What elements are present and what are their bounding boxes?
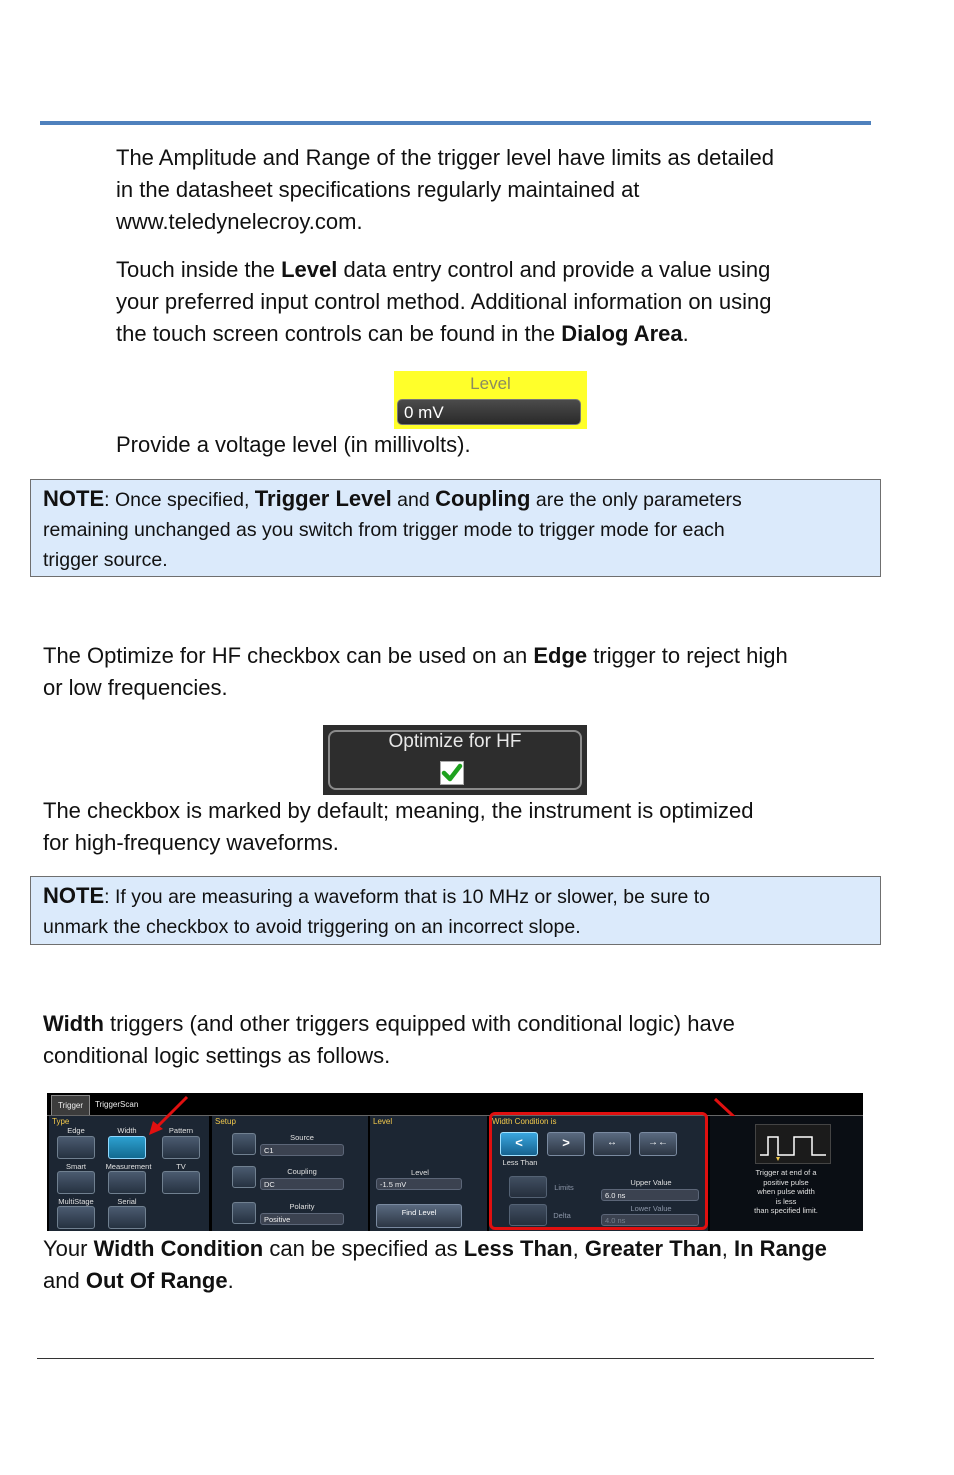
polarity-label: Polarity (289, 1202, 315, 1211)
setup-title: Setup (215, 1117, 236, 1126)
coupling-icon[interactable] (232, 1166, 256, 1188)
limits-label: Limits (554, 1183, 574, 1192)
voltage-caption: Provide a voltage level (in millivolts). (116, 432, 471, 457)
less-than-caption: Less Than (502, 1158, 538, 1167)
optimize-hf-label: Optimize for HF (388, 731, 522, 752)
less-than-button[interactable]: < (500, 1132, 538, 1156)
coupling-field[interactable]: DC (260, 1178, 344, 1190)
measurement-trigger-button[interactable] (108, 1171, 146, 1194)
width-condition-paragraph: Your Width Condition can be specified as Less Than, Greater Than, In Range and Out Of Range. (43, 1236, 827, 1293)
width-condition-highlight (489, 1112, 708, 1230)
source-knob-icon[interactable] (232, 1133, 256, 1155)
upper-value-label: Upper Value (630, 1178, 672, 1187)
polarity-icon[interactable] (232, 1202, 256, 1224)
width-condition-title: Width Condition is (492, 1117, 557, 1126)
multistage-trigger-button[interactable] (57, 1206, 95, 1229)
width-trigger-button[interactable] (108, 1136, 146, 1159)
lower-value-label: Lower Value (630, 1204, 672, 1213)
optimize-hf-checkbox[interactable] (440, 761, 464, 785)
level-section-title: Level (373, 1117, 393, 1126)
level-label: Level (470, 374, 511, 393)
polarity-field[interactable]: Positive (260, 1213, 344, 1225)
smart-trigger-button[interactable] (57, 1171, 95, 1194)
tab-trigger[interactable]: Trigger (51, 1095, 90, 1116)
red-arrow-width-icon (143, 1093, 193, 1138)
note-10mhz: NOTE: If you are measuring a waveform that is 10 MHz or slower, be sure to unmark the checkbox to avoid triggering on an incorrect slope. (30, 876, 881, 945)
multistage-caption: MultiStage (58, 1197, 94, 1206)
checkbox-default-paragraph: The checkbox is marked by default; meaning, the instrument is optimized for high-frequency waveforms. (43, 798, 754, 855)
optimize-hf-paragraph: The Optimize for HF checkbox can be used on an Edge trigger to reject high or low frequencies. (43, 643, 788, 700)
width-trigger-paragraph: Width triggers (and other triggers equipped with conditional logic) have conditional logic settings as follows. (43, 1011, 735, 1068)
out-of-range-button[interactable]: →← (639, 1132, 677, 1156)
tv-trigger-button[interactable] (162, 1171, 200, 1194)
type-title: Type (52, 1117, 70, 1126)
upper-value-field[interactable]: 6.0 ns (601, 1189, 699, 1201)
level-instructions-paragraph: Touch inside the Level data entry control and provide a value using your preferred input control method. Additional information on using the touch screen controls can be found in the Dialog Area. (116, 257, 772, 346)
tv-caption: TV (176, 1162, 186, 1171)
pulse-diagram (755, 1124, 831, 1164)
level-section (370, 1116, 487, 1231)
edge-caption: Edge (67, 1126, 85, 1135)
pattern-caption: Pattern (168, 1126, 194, 1135)
diagram-section (710, 1116, 863, 1231)
footer-rule (37, 1358, 874, 1359)
dialog-level-field[interactable]: -1.5 mV (376, 1178, 462, 1190)
source-field[interactable]: C1 (260, 1144, 344, 1156)
edge-trigger-button[interactable] (57, 1136, 95, 1159)
trigger-description: Trigger at end of a positive pulse when pulse width is less than specified limit. (754, 1168, 818, 1215)
greater-than-button[interactable]: > (547, 1132, 585, 1156)
level-input[interactable]: 0 mV (397, 399, 581, 425)
measurement-caption: Measurement (105, 1162, 152, 1171)
pulse-waveform-icon (756, 1125, 830, 1163)
source-label: Source (290, 1133, 314, 1142)
tab-triggerscan[interactable]: TriggerScan (95, 1100, 139, 1109)
amplitude-paragraph: The Amplitude and Range of the trigger level have limits as detailed in the datasheet specifications regularly maintained at www.teledynelecroy.com. (116, 145, 774, 234)
in-range-button[interactable]: ↔ (593, 1132, 631, 1156)
level-control-image (394, 371, 587, 429)
serial-trigger-button[interactable] (108, 1206, 146, 1229)
pattern-trigger-button[interactable] (162, 1136, 200, 1159)
smart-caption: Smart (65, 1162, 86, 1171)
note-trigger-level: NOTE: Once specified, Trigger Level and Coupling are the only parameters remaining unchanged as you switch from trigger mode to trigger mode for each trigger source. (30, 479, 881, 577)
lower-value-field[interactable]: 4.0 ns (601, 1214, 699, 1226)
width-caption: Width (117, 1126, 137, 1135)
header-rule (40, 121, 871, 125)
checkmark-icon (441, 762, 463, 784)
serial-caption: Serial (117, 1197, 137, 1206)
dialog-level-label: Level (411, 1168, 429, 1177)
setup-section (212, 1116, 368, 1231)
delta-label: Delta (553, 1211, 571, 1220)
find-level-button[interactable]: Find Level (376, 1204, 462, 1228)
trigger-dialog-image (47, 1093, 863, 1231)
optimize-hf-image (323, 725, 587, 795)
coupling-label: Coupling (287, 1167, 317, 1176)
